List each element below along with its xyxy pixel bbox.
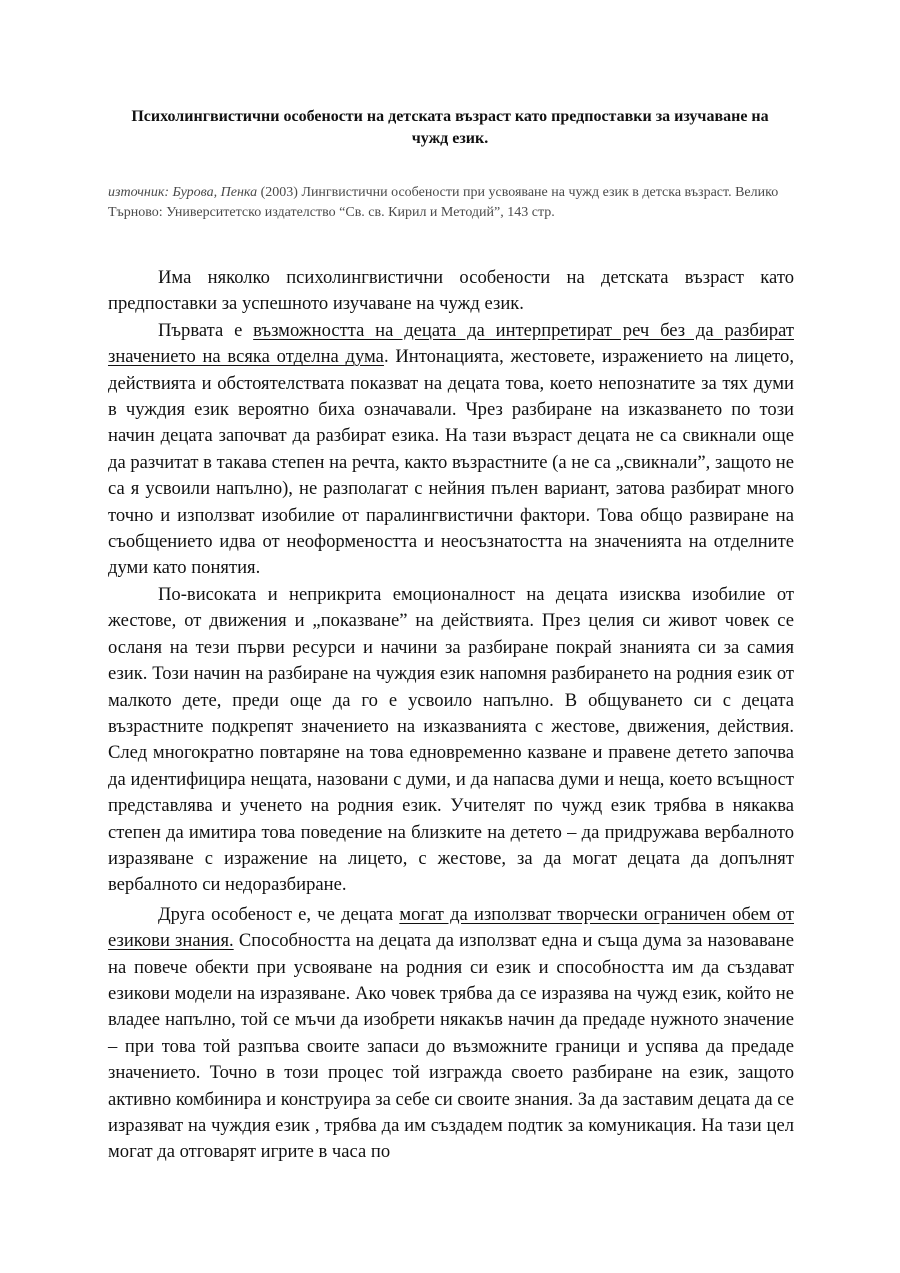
paragraph-4-rest: Способността на децата да използват една и съща дума за назоваване на повече обекти при усвояване на родния си език и способността им да създават езикови модели на изразяване. Ако човек трябва да се изразява на чужд език, който не владее напълно, той се мъчи да изобрети някакъв начин да предаде нужното значение – при това той разпъва своите запаси до възможните граници и успява да предаде значението. Точно в този процес той изгражда своето разбиране на език, защото активно комбинира и конструира за себе си своите знания. За да заставим децата да се изразяват на чуждия език , трябва да им създадем подтик за комуникация. На тази цел могат да отговарят игрите в часа по [108, 930, 794, 1163]
source-citation [108, 183, 798, 223]
source-label: източник: Бурова, Пенка [108, 185, 258, 200]
paragraph-3: По-високата и неприкрита емоционалност на децата изисква изобилие от жестове, от движения и „показване” на действията. През целия си живот човек се осланя на тези първи ресурси и начини за разбиране покрай знанията си за самия език. Този начин на разбиране на чуждия език напомня разбирането на родния език от малкото дете, преди още да го е усвоило напълно. В общуването си с децата възрастните подкрепят значението на изказванията с жестове, движения, действия. След многократно повтаряне на това едновременно казване и правене детето започва да идентифицира нещата, назовани с думи, и да напасва думи и неща, което всъщност представлява и ученето на родния език. Учителят по чужд език трябва в някаква степен да имитира това поведение на близките на детето – да придружава вербалното изразяване с изражение на лицето, с жестове, за да могат децата да допълнят вербалното си недоразбиране. [108, 583, 794, 896]
source-text: (2003) Лингвистични особености при усвояване на чужд език в детска възраст. Велико Търново: Университетско издателство “Св. св. Кирил и Методий”, 143 стр. [108, 185, 779, 220]
paragraph-4-lead: Друга особеност е, че децата [158, 903, 400, 925]
paragraph-2-lead: Първата е [158, 319, 254, 341]
paragraph-2-rest: . Интонацията, жестовете, изражението на лицето, действията и обстоятелствата показват на децата това, което непознатите за тях думи в чуждия език вероятно биха означавали. Чрез разбиране на изказването по този начин децата започват да разбират езика. На тази възраст децата не са свикнали още да разчитат в такава степен на речта, както възрастните (а не са „свикнали”, защото не са я усвоили напълно), не разполагат с нейния пълен вариант, затова разбират много точно и използват изобилие от паралингвистични фактори. Това общо развиране на съобщението идва от неоформеността и неосъзнатостта на значенията на отделните думи като понятия. [108, 346, 794, 579]
paragraph-1: Има няколко психолингвистични особености на детската възраст като предпоставки за успешното изучаване на чужд език. [108, 267, 794, 315]
document-body [108, 265, 794, 1166]
paragraph-4 [108, 902, 794, 1166]
document-title: Психолингвистични особености на детската възраст като предпоставки за изучаване на чужд език. [131, 108, 769, 147]
paragraph-2-underlined: възможността на децата да интерпретират реч без да разбират значението на всяка отделна дума [108, 319, 794, 368]
paragraph-4-underlined: могат да използват творчески ограничен обем от езикови знания. [108, 903, 794, 952]
paragraph-2 [108, 318, 794, 582]
